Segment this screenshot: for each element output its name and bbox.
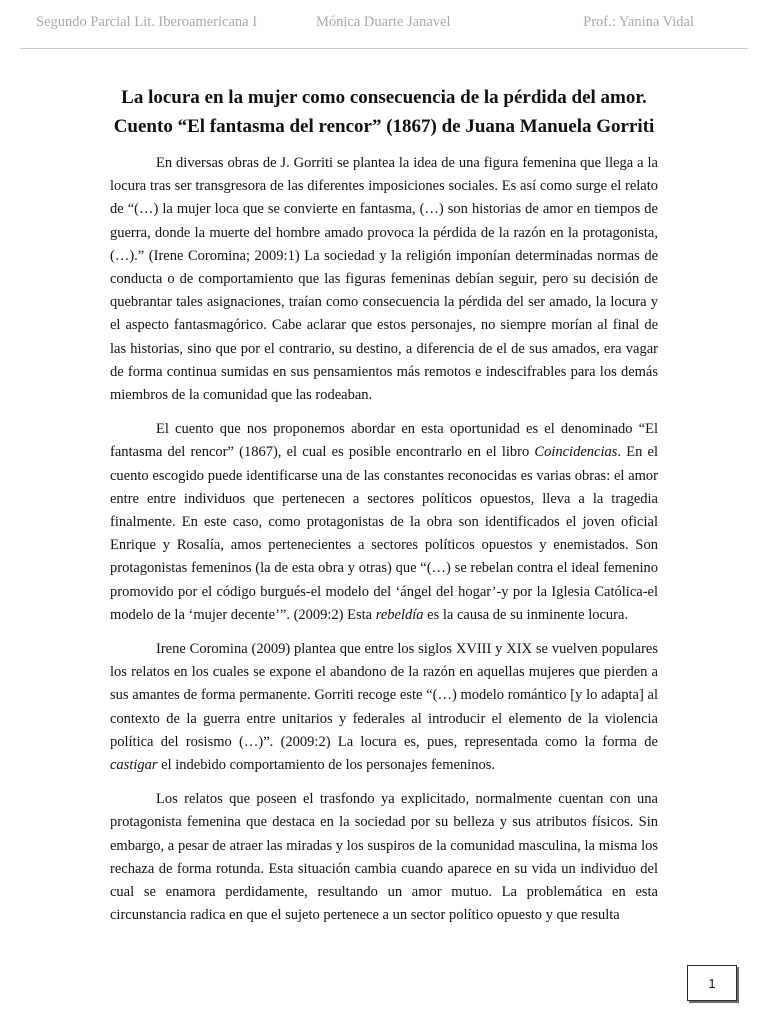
header-course: Segundo Parcial Lit. Iberoamericana I xyxy=(36,14,258,30)
castigar-italic: castigar xyxy=(110,757,158,774)
document-subtitle: Cuento “El fantasma del rencor” (1867) de Juana Manuela Gorriti xyxy=(113,116,655,137)
paragraph-3-text-b: el indebido comportamiento de los personajes femeninos. xyxy=(157,757,495,774)
paragraph-3-text-a: Irene Coromina (2009) plantea que entre los siglos XVIII y XIX se vuelven populares los relatos en los cuales se expone el abandono de la razón en aquellas mujeres que pierden a sus amantes de forma permanente. Gorriti recoge este “(…) modelo romántico [y lo adapta] al contexto de la guerra entre unitarios y federales al introducir el elemento de la violencia política del rosismo (…)”. (2009:2) La locura es, pues, representada como la forma de xyxy=(110,641,658,750)
paragraph-4 xyxy=(110,788,658,927)
header-student: Mónica Duarte Janavel xyxy=(316,14,451,30)
page-header xyxy=(36,14,732,36)
paragraph-3 xyxy=(110,638,658,777)
paragraph-2-text-b: . En el cuento escogido puede identificarse una de las constantes reconocidas es varias obras: el amor entre entre individuos que pertenecen a sectores políticos opuestos, lleva a la tragedia finalmente. En este caso, como protagonistas de la obra son identificados el joven oficial Enrique y Rosalía, amos pertenecientes a sectores políticos opuestos y enemistados. Son protagonistas femeninos (la de esta obra y otras) que “(…) se rebelan contra el ideal femenino promovido por el código burgués-el modelo del ‘ángel del hogar’-y por la Iglesia Católica-el modelo de la ‘mujer decente’”. (2009:2) Esta xyxy=(110,444,659,623)
paragraph-2-text-c: es la causa de su inminente locura. xyxy=(423,606,629,623)
document-body xyxy=(110,152,658,939)
page-number: 1 xyxy=(687,965,737,1001)
document-title: La locura en la mujer como consecuencia de la pérdida del amor. xyxy=(121,87,647,108)
paragraph-2-text-a: El cuento que nos proponemos abordar en esta oportunidad es el denominado “El fantasma del rencor” (1867), el cual es posible encontrarlo en el libro xyxy=(110,421,658,461)
paragraph-4-text: Los relatos que poseen el trasfondo ya explicitado, normalmente cuentan con una protagonista femenina que destaca en la sociedad por su belleza y sus atributos físicos. Sin embargo, a pesar de atraer las miradas y los suspiros de la comunidad masculina, la misma los rechaza de forma rotunda. Esta situación cambia cuando aparece en su vida un individuo del cual se enamora perdidamente, resultando un amor mutuo. La problemática en esta circunstancia radica en que el sujeto pertenece a un sector político opuesto y que resulta xyxy=(110,791,658,924)
paragraph-2 xyxy=(110,418,658,627)
paragraph-1 xyxy=(110,152,658,407)
header-divider xyxy=(20,48,748,49)
book-title-italic: Coincidencias xyxy=(534,444,618,461)
header-professor: Prof.: Yanina Vidal xyxy=(583,14,694,30)
rebeldia-italic: rebeldía xyxy=(375,606,424,623)
paragraph-1-text: En diversas obras de J. Gorriti se plantea la idea de una figura femenina que llega a la locura tras ser transgresora de las diferentes imposiciones sociales. Es así como surge el relato de “(…) la mujer loca que se convierte en fantasma, (…) son historias de amor en tiempos de guerra, donde la muerte del hombre amado provoca la pérdida de la razón en la protagonista, (…).” (Irene Coromina; 2009:1) La sociedad y la religión imponían determinadas normas de conducta o de comportamiento que las figuras femeninas debían seguir, pero su decisión de quebrantar tales asignaciones, traían como consecuencia la pérdida del ser amado, la locura y el aspecto fantasmagórico. Cabe aclarar que estos personajes, no siempre morían al final de las historias, sino que por el contrario, su destino, a diferencia de el de sus amados, era vagar de forma continua sumidas en sus pensamientos más remotos e indescifrables para los demás miembros de la comunidad que las rodeaban. xyxy=(110,155,658,404)
